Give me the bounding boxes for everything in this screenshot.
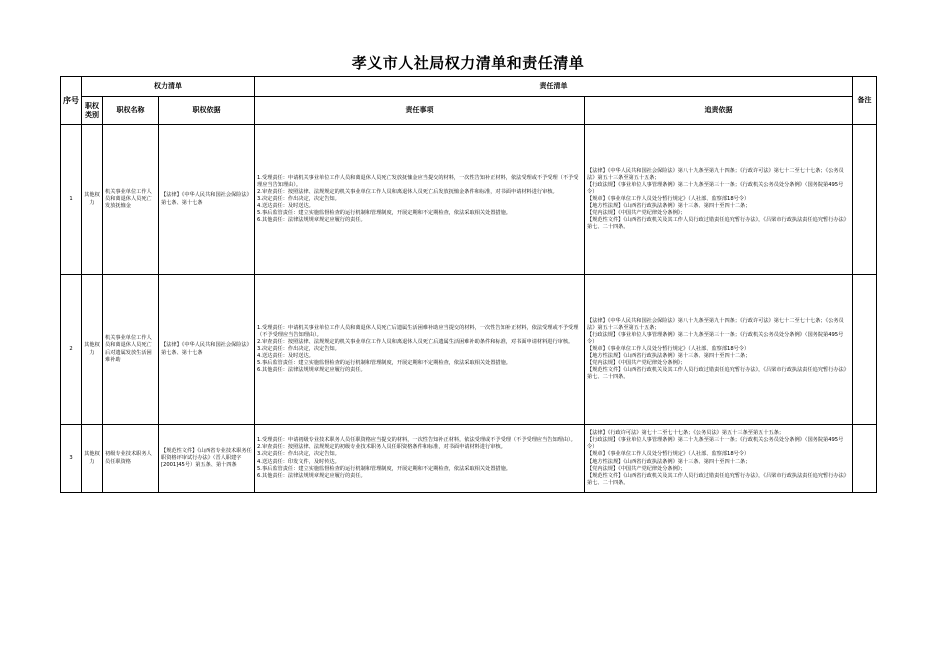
accountability-item: 【法律】《行政许可法》第七十二至七十七条；《公务员法》第五十三条至第五十五条； bbox=[587, 430, 785, 437]
row-name: 机关事业单位工作人员和离退休人员死亡发放抚恤金 bbox=[103, 125, 159, 275]
duty-item: 6.其他责任：法律法规规章规定应履行的责任。 bbox=[257, 217, 366, 224]
header-name: 职权名称 bbox=[103, 97, 159, 125]
header-basis: 职权依据 bbox=[159, 97, 255, 125]
accountability-item: 【法律】《中华人民共和国社会保险法》第八十九条至第九十四条；《行政许可法》第七十二至七十七条；《公务员法》第五十三条至第五十五条； bbox=[587, 317, 844, 331]
accountability-item: 【党内法规】《中国共产党纪律处分条例》； bbox=[587, 360, 686, 367]
header-category: 职权类别 bbox=[82, 97, 103, 125]
row-duties bbox=[255, 425, 585, 493]
row-accountability bbox=[585, 275, 853, 425]
duty-item: 3.决定责任：作出决定，决定告知。 bbox=[257, 345, 340, 352]
accountability-item: 【行政法规】《事业单位人事管理条例》第二十九条至第三十一条；《行政机关公务员处分条例》（国务院第495号令） bbox=[587, 331, 844, 345]
duty-item: 1.受理责任：申请机关事业单位工作人员和离退休人员死亡后遗属生活困难补助应当提交的材料，一次性告知补正材料，依法受理或不予受理（不予受理应当告知理由）。 bbox=[257, 324, 579, 338]
duty-item: 5.事后监管责任：建立实施监督检查的运行机制和管理制度，开展定期和不定期检查，依法采取相关处置措施。 bbox=[257, 210, 511, 217]
duty-item: 2.审查责任：按照法律、法规规定的机关事业单位工作人员和离退休人员死亡后发放抚恤金条件和标准，对书面申请材料进行审核。 bbox=[257, 188, 558, 195]
header-duty: 责任事项 bbox=[255, 97, 585, 125]
accountability-item: 【规范性文件】《山西省行政机关及其工作人员行政过错责任追究暂行办法》，《吕梁市行政执法责任追究暂行办法》第七、二十四条。 bbox=[587, 367, 849, 381]
duty-item: 5.事后监管责任：建立实施监督检查的运行机制和管理制度，开展定期和不定期检查，依法采取相关处置措施。 bbox=[257, 465, 511, 472]
accountability-item: 【行政法规】《事业单位人事管理条例》第二十九条至第三十一条；《行政机关公务员处分条例》（国务院第495号令） bbox=[587, 437, 844, 451]
header-remarks: 备注 bbox=[853, 77, 877, 125]
row-accountability bbox=[585, 125, 853, 275]
row-seq: 2 bbox=[61, 275, 82, 425]
row-remarks bbox=[853, 125, 877, 275]
row-name: 机关事业单位工作人员和离退休人员死亡后对遗属发放生活困难补助 bbox=[103, 275, 159, 425]
duty-item: 6.其他责任：法律法规规章规定应履行的责任。 bbox=[257, 472, 366, 479]
accountability-item: 【地方性法规】《山西省行政执法条例》第十三条、第四十至四十二条； bbox=[587, 203, 751, 209]
row-category: 其他权力 bbox=[82, 275, 103, 425]
accountability-item: 【地方性法规】《山西省行政执法条例》第十三条、第四十至四十二条； bbox=[587, 353, 751, 359]
header-responsibility-list: 责任清单 bbox=[255, 77, 853, 97]
duty-item: 4.送达责任：及时送达。 bbox=[257, 203, 314, 209]
accountability-item: 【法律】《中华人民共和国社会保险法》第八十九条至第九十四条；《行政许可法》第七十二至七十七条；《公务员法》第五十三条至第五十五条； bbox=[587, 167, 844, 181]
duty-item: 1.受理责任：申请机关事业单位工作人员和离退休人员死亡发放抚恤金应当提交的材料，一次性告知补正材料，依法受理或不予受理（不予受理应当告知理由）。 bbox=[257, 174, 579, 188]
table-row bbox=[61, 125, 877, 275]
accountability-item: 【规范性文件】《山西省行政机关及其工作人员行政过错责任追究暂行办法》，《吕梁市行政执法责任追究暂行办法》第七、二十四条。 bbox=[587, 472, 849, 486]
row-seq: 3 bbox=[61, 425, 82, 493]
duty-item: 1.受理责任：申请初级专业技术职务人员任职资格应当提交的材料，一次性告知补正材料，依法受理或不予受理（不予受理应当告知理由）。 bbox=[257, 437, 576, 444]
duty-item: 5.事后监管责任：建立实施监督检查的运行机制和管理制度，开展定期和不定期检查，依法采取相关处置措施。 bbox=[257, 360, 511, 367]
row-category: 其他权力 bbox=[82, 125, 103, 275]
accountability-item: 【行政法规】《事业单位人事管理条例》第二十九条至第三十一条；《行政机关公务员处分条例》（国务院第495号令） bbox=[587, 181, 844, 195]
duty-item: 3.决定责任：作出决定，决定告知。 bbox=[257, 195, 340, 202]
row-basis: 【法律】《中华人民共和国社会保险法》第七条、第十七条 bbox=[159, 125, 255, 275]
row-basis: 【法律】《中华人民共和国社会保险法》第七条、第十七条 bbox=[159, 275, 255, 425]
table-row bbox=[61, 275, 877, 425]
duty-item: 6.其他责任：法律法规规章规定应履行的责任。 bbox=[257, 367, 366, 374]
row-basis: 【规范性文件】《山西省专业技术职务任职资格评审试行办法》（晋人职建字[2001]45号）第五条、第十四条 bbox=[159, 425, 255, 493]
row-duties bbox=[255, 275, 585, 425]
row-remarks bbox=[853, 275, 877, 425]
row-duties bbox=[255, 125, 585, 275]
header-seq: 序号 bbox=[61, 77, 82, 125]
duty-item: 3.决定责任：作出决定，决定告知。 bbox=[257, 451, 340, 458]
accountability-item: 【规章】《事业单位工作人员处分暂行规定》（人社部、监察部18号令） bbox=[587, 195, 750, 202]
row-seq: 1 bbox=[61, 125, 82, 275]
duty-item: 4.送达责任：印发文件，及时传达。 bbox=[257, 458, 340, 465]
row-name: 初级专业技术职务人员任职资格 bbox=[103, 425, 159, 493]
header-power-list: 权力清单 bbox=[82, 77, 255, 97]
power-responsibility-table bbox=[60, 76, 877, 493]
table-row bbox=[61, 425, 877, 493]
accountability-item: 【规章】《事业单位工作人员处分暂行规定》（人社部、监察部18号令） bbox=[587, 451, 750, 458]
accountability-item: 【地方性法规】《山西省行政执法条例》第十三条、第四十至四十二条； bbox=[587, 458, 751, 465]
row-category: 其他权力 bbox=[82, 425, 103, 493]
accountability-item: 【党内法规】《中国共产党纪律处分条例》； bbox=[587, 465, 686, 472]
row-accountability bbox=[585, 425, 853, 493]
duty-item: 2.审查责任：按照法律、法规规定的机关事业单位工作人员和离退休人员死亡后遗属生活困难补助条件和标准，对书面申请材料进行审核。 bbox=[257, 338, 574, 345]
accountability-item: 【规范性文件】《山西省行政机关及其工作人员行政过错责任追究暂行办法》，《吕梁市行政执法责任追究暂行办法》第七、二十四条。 bbox=[587, 217, 849, 231]
duty-item: 2.审查责任：按照法律、法规规定的初级专业技术职务人员任职资格条件和标准，对书面申请材料进行审核。 bbox=[257, 444, 506, 451]
page-title: 孝义市人社局权力清单和责任清单 bbox=[351, 54, 585, 72]
duty-item: 4.送达责任：及时送达。 bbox=[257, 353, 314, 359]
accountability-item: 【党内法规】《中国共产党纪律处分条例》； bbox=[587, 210, 686, 217]
header-accountability: 追责依据 bbox=[585, 97, 853, 125]
row-remarks bbox=[853, 425, 877, 493]
accountability-item: 【规章】《事业单位工作人员处分暂行规定》（人社部、监察部18号令） bbox=[587, 345, 750, 352]
